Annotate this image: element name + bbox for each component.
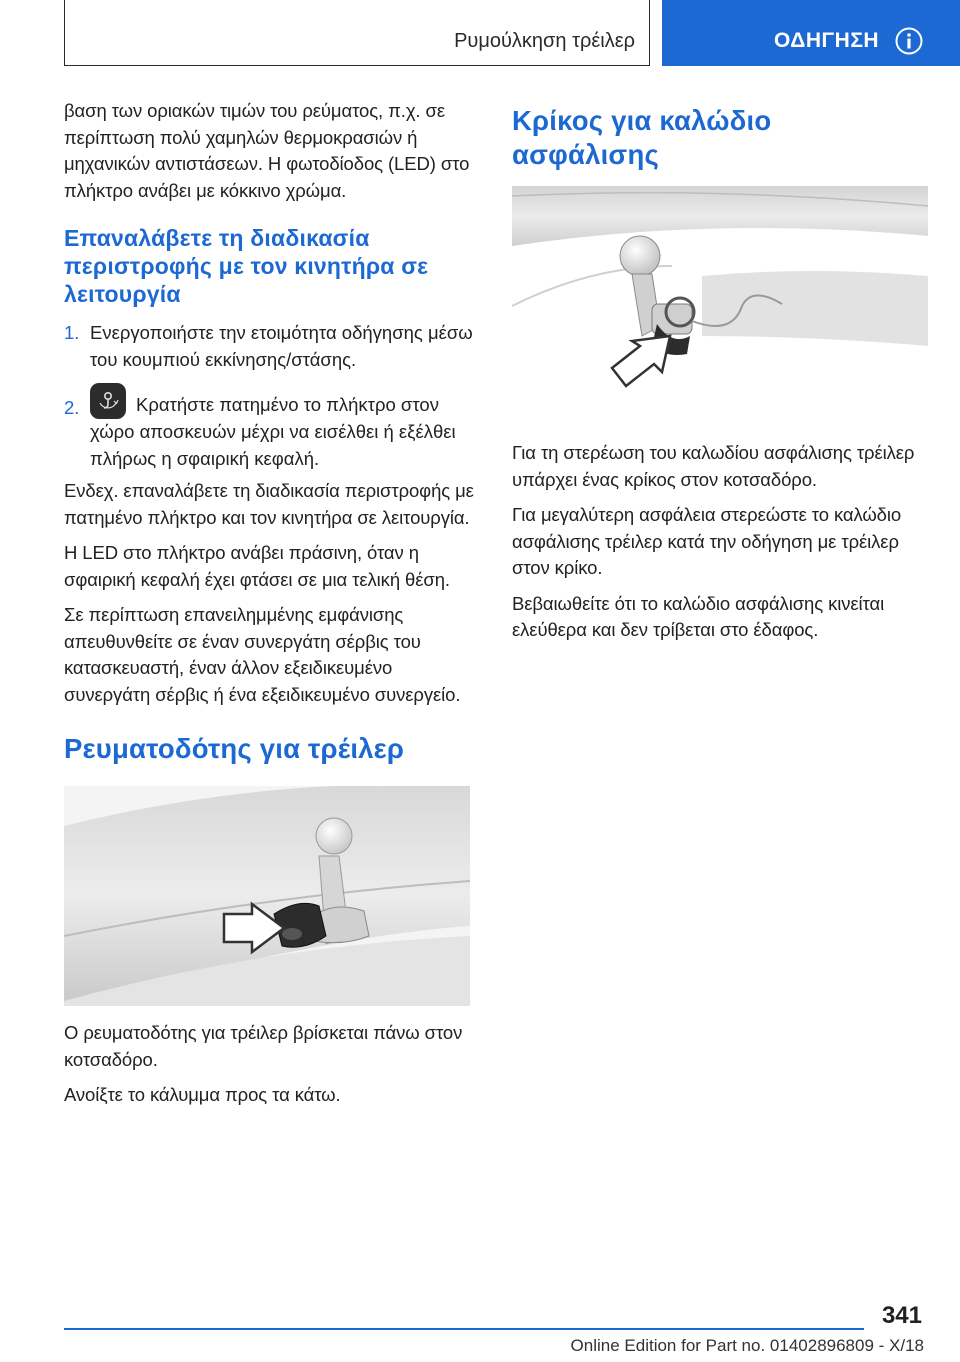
trailer-socket-illustration xyxy=(64,786,470,1006)
cable-para-2: Για μεγαλύτερη ασφάλεια στερεώστε το καλώδιο ασφάλισης τρέιλερ κατά την οδήγηση με τρέιλερ στον κρίκο. xyxy=(512,504,902,578)
repeat-paragraph: Ενδεχ. επαναλάβετε τη διαδικασία περιστροφής με πατημένο πλήκτρο και τον κινητήρα σε λειτουργία. xyxy=(64,480,474,528)
step-text: Ενεργοποιήστε την ετοιμότητα οδήγησης μέσω του κουμπιού εκκίνησης/στάσης. xyxy=(90,322,473,370)
info-icon[interactable] xyxy=(894,26,924,56)
socket-heading: Ρευματοδότης για τρέιλερ xyxy=(64,733,405,764)
page-number: 341 xyxy=(881,1302,922,1329)
edition-label: Online Edition for Part no. 01402896809 - X/18 xyxy=(570,1336,924,1355)
section-title: ΟΔΗΓΗΣΗ xyxy=(774,29,880,52)
left-column xyxy=(64,98,474,1118)
safety-cable-eye-illustration xyxy=(512,186,928,406)
intro-paragraph: βαση των οριακών τιμών του ρεύματος, π.χ. σε περίπτωση πολύ χαμηλών θερμοκρασιών ή μηχανικών αντιστάσεων. Η φωτοδίοδος (LED) στο πλήκτρο ανάβει με κόκκινο χρώμα. xyxy=(64,100,470,201)
chapter-title: Ρυμούλκηση τρέιλερ xyxy=(454,30,635,52)
step-number: 2. xyxy=(64,397,80,418)
right-column xyxy=(512,98,922,653)
repeat-heading: Επαναλάβετε τη διαδικασία περιστροφής με τον κινητήρα σε λειτουργία xyxy=(64,225,429,307)
header-section-tab[interactable] xyxy=(662,0,960,66)
cable-para-1: Για τη στερέωση του καλωδίου ασφάλισης τρέιλερ υπάρχει ένας κρίκος στον κοτσαδόρο. xyxy=(512,442,915,490)
header-chapter-box xyxy=(64,0,650,66)
service-paragraph: Σε περίπτωση επανειλημμένης εμφάνισης απευθυνθείτε σε έναν συνεργάτη σέρβις του κατασκευαστή, έναν άλλον εξειδικευμένο συνεργάτη σέρβις ή ένα εξειδικευμένο συνεργείο. xyxy=(64,604,461,705)
led-paragraph: Η LED στο πλήκτρο ανάβει πράσινη, όταν η σφαιρική κεφαλή έχει φτάσει σε μια τελική θέση. xyxy=(64,542,450,590)
socket-para-2: Ανοίξτε το κάλυμμα προς τα κάτω. xyxy=(64,1084,341,1105)
cable-para-3: Βεβαιωθείτε ότι το καλώδιο ασφάλισης κινείται ελεύθερα και δεν τρίβεται στο έδαφος. xyxy=(512,592,885,640)
tow-hitch-button-icon xyxy=(90,383,126,419)
socket-para-1: Ο ρευματοδότης για τρέιλερ βρίσκεται πάνω στον κοτσαδόρο. xyxy=(64,1022,463,1070)
footer-divider xyxy=(64,1328,864,1330)
step-text: Κρατήστε πατημένο το πλήκτρο στον χώρο αποσκευών μέχρι να εισέλθει ή εξέλθει πλήρως η σφαιρική κεφαλή. xyxy=(90,394,456,469)
cable-heading: Κρίκος για καλώδιο ασφάλισης xyxy=(512,105,772,170)
step-item xyxy=(64,320,474,373)
step-number: 1. xyxy=(64,322,80,343)
step-item xyxy=(64,383,474,472)
